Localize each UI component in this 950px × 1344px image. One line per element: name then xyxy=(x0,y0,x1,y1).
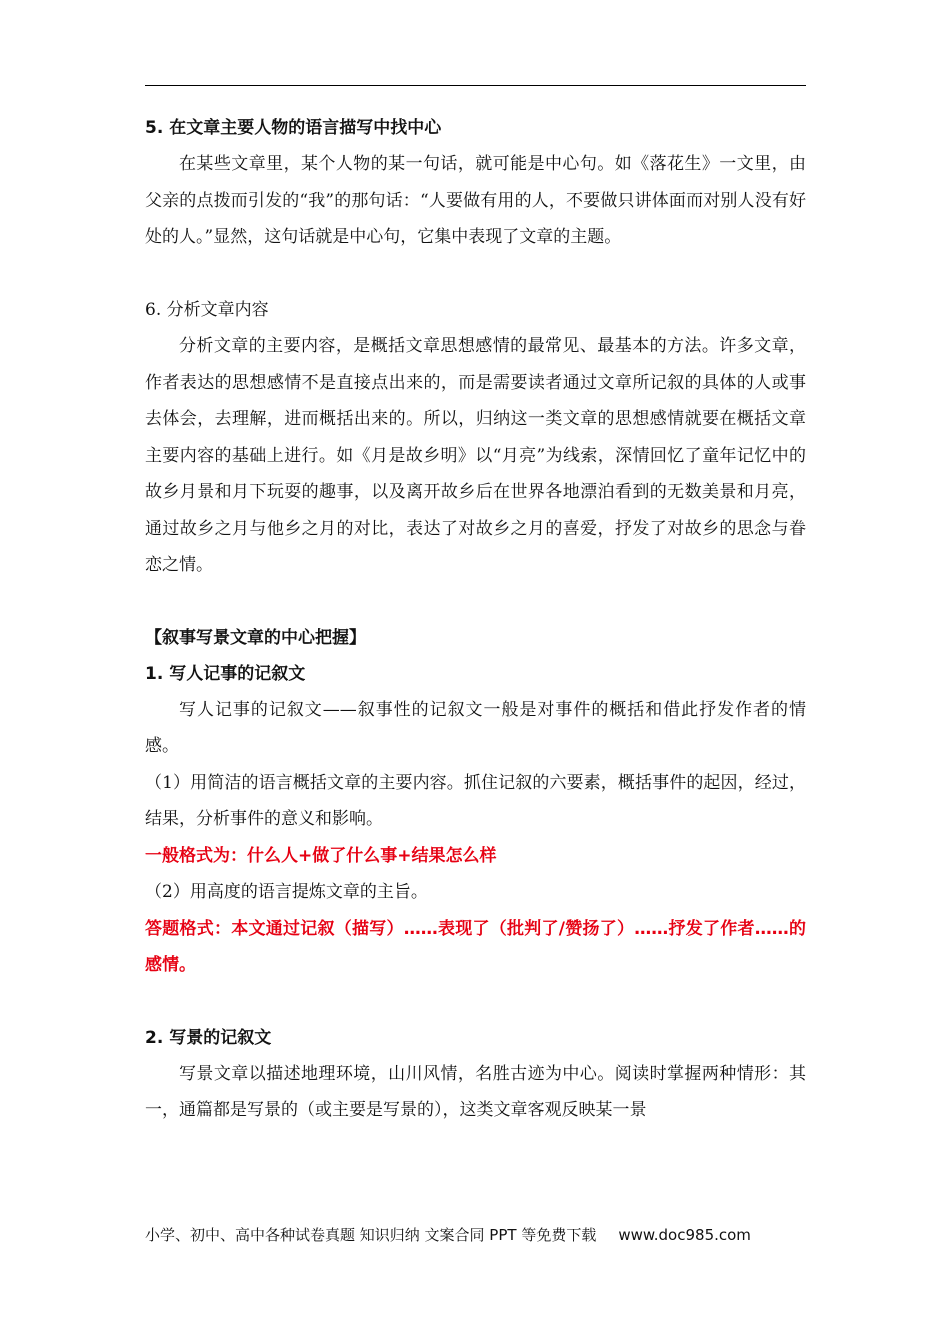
spacer xyxy=(145,984,806,1020)
spacer xyxy=(145,584,806,620)
answer-format-red: 答题格式：本文通过记叙（描写）……表现了（批判了/赞扬了）……抒发了作者……的感情。 xyxy=(145,918,806,975)
spacer xyxy=(145,256,806,292)
subsection-2-heading: 2. 写景的记叙文 xyxy=(145,1027,272,1048)
general-format-red: 一般格式为：什么人+做了什么事+结果怎么样 xyxy=(145,845,497,866)
step-1-text: （1）用简洁的语言概括文章的主要内容。抓住记叙的六要素，概括事件的起因，经过，结果，分析事件的意义和影响。 xyxy=(145,772,806,829)
section-5-heading: 5. 在文章主要人物的语言描写中找中心 xyxy=(145,118,442,138)
section-6-heading: 6. 分析文章内容 xyxy=(145,299,269,320)
section-5-paragraph: 在某些文章里，某个人物的某一句话，就可能是中心句。如《落花生》一文里，由父亲的点拨而引发的“我”的那句话：“人要做有用的人，不要做只讲体面而对别人没有好处的人。”显然，这句话就是中心句，它集中表现了文章的主题。 xyxy=(145,154,806,247)
footer-text: 小学、初中、高中各种试卷真题 知识归纳 文案合同 PPT 等免费下载 xyxy=(145,1226,597,1244)
page-footer xyxy=(145,1224,806,1245)
step-2-text: （2）用高度的语言提炼文章的主旨。 xyxy=(145,882,428,902)
narrative-section-title: 【叙事写景文章的中心把握】 xyxy=(145,627,366,648)
subsection-1-intro: 写人记事的记叙文——叙事性的记叙文一般是对事件的概括和借此抒发作者的情感。 xyxy=(145,699,806,756)
subsection-1-heading: 1. 写人记事的记叙文 xyxy=(145,663,306,684)
subsection-2-paragraph: 写景文章以描述地理环境，山川风情，名胜古迹为中心。阅读时掌握两种情形：其一，通篇都是写景的（或主要是写景的），这类文章客观反映某一景 xyxy=(145,1063,806,1120)
section-6-paragraph: 分析文章的主要内容，是概括文章思想感情的最常见、最基本的方法。许多文章，作者表达的思想感情不是直接点出来的，而是需要读者通过文章所记叙的具体的人或事去体会，去理解，进而概括出来的。所以，归纳这一类文章的思想感情就要在概括文章主要内容的基础上进行。如《月是故乡明》以“月亮”为线索，深情回忆了童年记忆中的故乡月景和月下玩耍的趣事，以及离开故乡后在世界各地漂泊看到的无数美景和月亮，通过故乡之月与他乡之月的对比，表达了对故乡之月的喜爱，抒发了对故乡的思念与眷恋之情。 xyxy=(145,336,806,575)
header-rule xyxy=(145,85,806,86)
document-body xyxy=(145,110,806,1129)
footer-site-link[interactable]: www.doc985.com xyxy=(618,1226,751,1244)
